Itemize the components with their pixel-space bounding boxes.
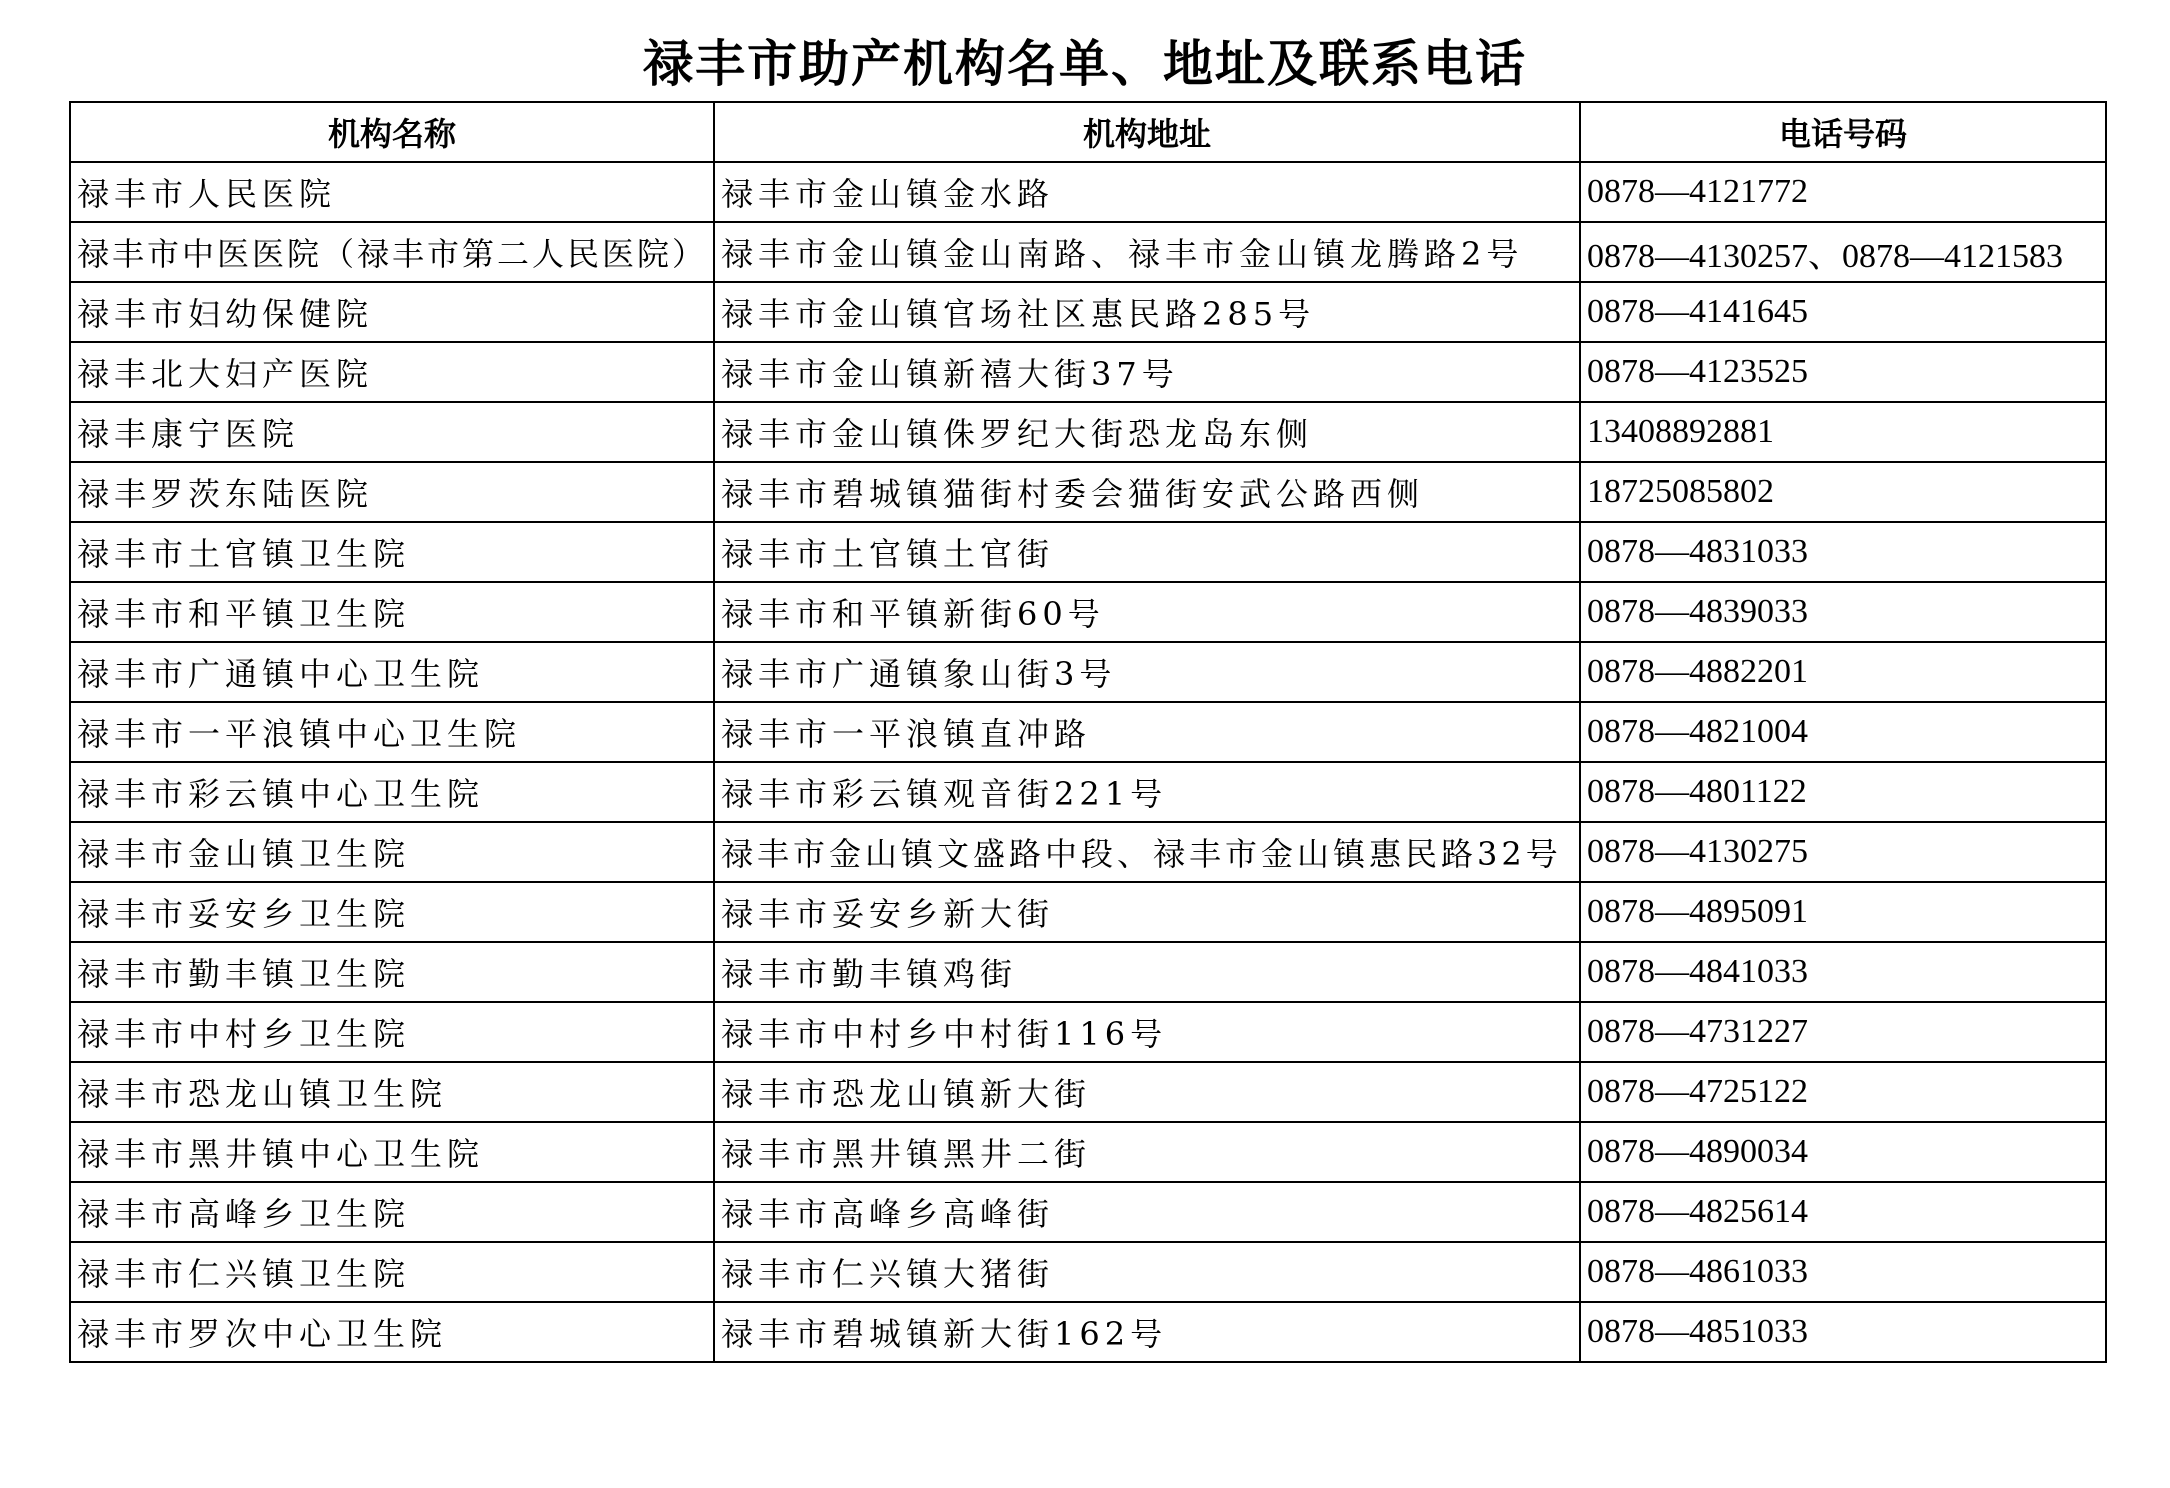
table-header: [70, 102, 2106, 162]
phone-cell: 0878—4882201: [1580, 642, 2106, 702]
table-row: [70, 1062, 2106, 1122]
phone-cell: 0878—4821004: [1580, 702, 2106, 762]
header-name: 机构名称: [70, 102, 714, 162]
table-row: [70, 342, 2106, 402]
table-row: [70, 1002, 2106, 1062]
institution-name-cell: 禄丰北大妇产医院: [70, 342, 714, 402]
address-cell: 禄丰市碧城镇新大街162号: [714, 1302, 1580, 1362]
institution-name-cell: 禄丰市恐龙山镇卫生院: [70, 1062, 714, 1122]
institution-name-cell: 禄丰市妥安乡卫生院: [70, 882, 714, 942]
address-cell: 禄丰市土官镇土官街: [714, 522, 1580, 582]
address-cell: 禄丰市恐龙山镇新大街: [714, 1062, 1580, 1122]
address-cell: 禄丰市金山镇侏罗纪大街恐龙岛东侧: [714, 402, 1580, 462]
table-row: [70, 762, 2106, 822]
table-row: [70, 822, 2106, 882]
address-cell: 禄丰市中村乡中村街116号: [714, 1002, 1580, 1062]
address-cell: 禄丰市广通镇象山街3号: [714, 642, 1580, 702]
institution-table: [69, 101, 2107, 1363]
phone-cell: 0878—4839033: [1580, 582, 2106, 642]
institution-name-cell: 禄丰市妇幼保健院: [70, 282, 714, 342]
address-cell: 禄丰市金山镇官场社区惠民路285号: [714, 282, 1580, 342]
phone-cell: 0878—4121772: [1580, 162, 2106, 222]
institution-name-cell: 禄丰市人民医院: [70, 162, 714, 222]
institution-name-cell: 禄丰市一平浪镇中心卫生院: [70, 702, 714, 762]
address-cell: 禄丰市勤丰镇鸡街: [714, 942, 1580, 1002]
page-title: 禄丰市助产机构名单、地址及联系电话: [643, 35, 1527, 93]
table-row: [70, 162, 2106, 222]
address-cell: 禄丰市黑井镇黑井二街: [714, 1122, 1580, 1182]
table-body: [70, 162, 2106, 1362]
institution-name-cell: 禄丰市土官镇卫生院: [70, 522, 714, 582]
table-row: [70, 1122, 2106, 1182]
institution-name-cell: 禄丰市勤丰镇卫生院: [70, 942, 714, 1002]
phone-cell: 0878—4841033: [1580, 942, 2106, 1002]
institution-name-cell: 禄丰市高峰乡卫生院: [70, 1182, 714, 1242]
table-row: [70, 222, 2106, 282]
table-row: [70, 1182, 2106, 1242]
table-row: [70, 942, 2106, 1002]
institution-name-cell: 禄丰市中村乡卫生院: [70, 1002, 714, 1062]
table-row: [70, 402, 2106, 462]
phone-cell: 0878—4825614: [1580, 1182, 2106, 1242]
phone-cell: 0878—4861033: [1580, 1242, 2106, 1302]
table-row: [70, 522, 2106, 582]
phone-cell: 0878—4831033: [1580, 522, 2106, 582]
institution-name-cell: 禄丰市和平镇卫生院: [70, 582, 714, 642]
table-row: [70, 1242, 2106, 1302]
table-row: [70, 1302, 2106, 1362]
phone-cell: 0878—4130275: [1580, 822, 2106, 882]
phone-cell: 0878—4130257、0878—4121583: [1580, 222, 2106, 282]
table-row: [70, 582, 2106, 642]
table-row: [70, 642, 2106, 702]
address-cell: 禄丰市和平镇新街60号: [714, 582, 1580, 642]
institution-name-cell: 禄丰市彩云镇中心卫生院: [70, 762, 714, 822]
address-cell: 禄丰市一平浪镇直冲路: [714, 702, 1580, 762]
header-address: 机构地址: [714, 102, 1580, 162]
institution-name-cell: 禄丰市金山镇卫生院: [70, 822, 714, 882]
address-cell: 禄丰市高峰乡高峰街: [714, 1182, 1580, 1242]
institution-name-cell: 禄丰康宁医院: [70, 402, 714, 462]
table-row: [70, 462, 2106, 522]
phone-cell: 0878—4731227: [1580, 1002, 2106, 1062]
table-row: [70, 702, 2106, 762]
institution-name-cell: 禄丰市仁兴镇卫生院: [70, 1242, 714, 1302]
phone-cell: 0878—4895091: [1580, 882, 2106, 942]
address-cell: 禄丰市彩云镇观音街221号: [714, 762, 1580, 822]
phone-cell: 0878—4890034: [1580, 1122, 2106, 1182]
address-cell: 禄丰市金山镇金水路: [714, 162, 1580, 222]
phone-cell: 18725085802: [1580, 462, 2106, 522]
header-row: [70, 102, 2106, 162]
table-row: [70, 882, 2106, 942]
header-phone: 电话号码: [1580, 102, 2106, 162]
table-row: [70, 282, 2106, 342]
address-cell: 禄丰市仁兴镇大猪街: [714, 1242, 1580, 1302]
address-cell: 禄丰市妥安乡新大街: [714, 882, 1580, 942]
phone-cell: 0878—4141645: [1580, 282, 2106, 342]
phone-cell: 0878—4801122: [1580, 762, 2106, 822]
phone-cell: 13408892881: [1580, 402, 2106, 462]
institution-name-cell: 禄丰市罗次中心卫生院: [70, 1302, 714, 1362]
address-cell: 禄丰市金山镇新禧大街37号: [714, 342, 1580, 402]
phone-cell: 0878—4725122: [1580, 1062, 2106, 1122]
phone-cell: 0878—4123525: [1580, 342, 2106, 402]
institution-name-cell: 禄丰市黑井镇中心卫生院: [70, 1122, 714, 1182]
address-cell: 禄丰市金山镇文盛路中段、禄丰市金山镇惠民路32号: [714, 822, 1580, 882]
address-cell: 禄丰市碧城镇猫街村委会猫街安武公路西侧: [714, 462, 1580, 522]
phone-cell: 0878—4851033: [1580, 1302, 2106, 1362]
institution-name-cell: 禄丰罗茨东陆医院: [70, 462, 714, 522]
institution-name-cell: 禄丰市中医医院（禄丰市第二人民医院）: [70, 222, 714, 282]
address-cell: 禄丰市金山镇金山南路、禄丰市金山镇龙腾路2号: [714, 222, 1580, 282]
institution-name-cell: 禄丰市广通镇中心卫生院: [70, 642, 714, 702]
